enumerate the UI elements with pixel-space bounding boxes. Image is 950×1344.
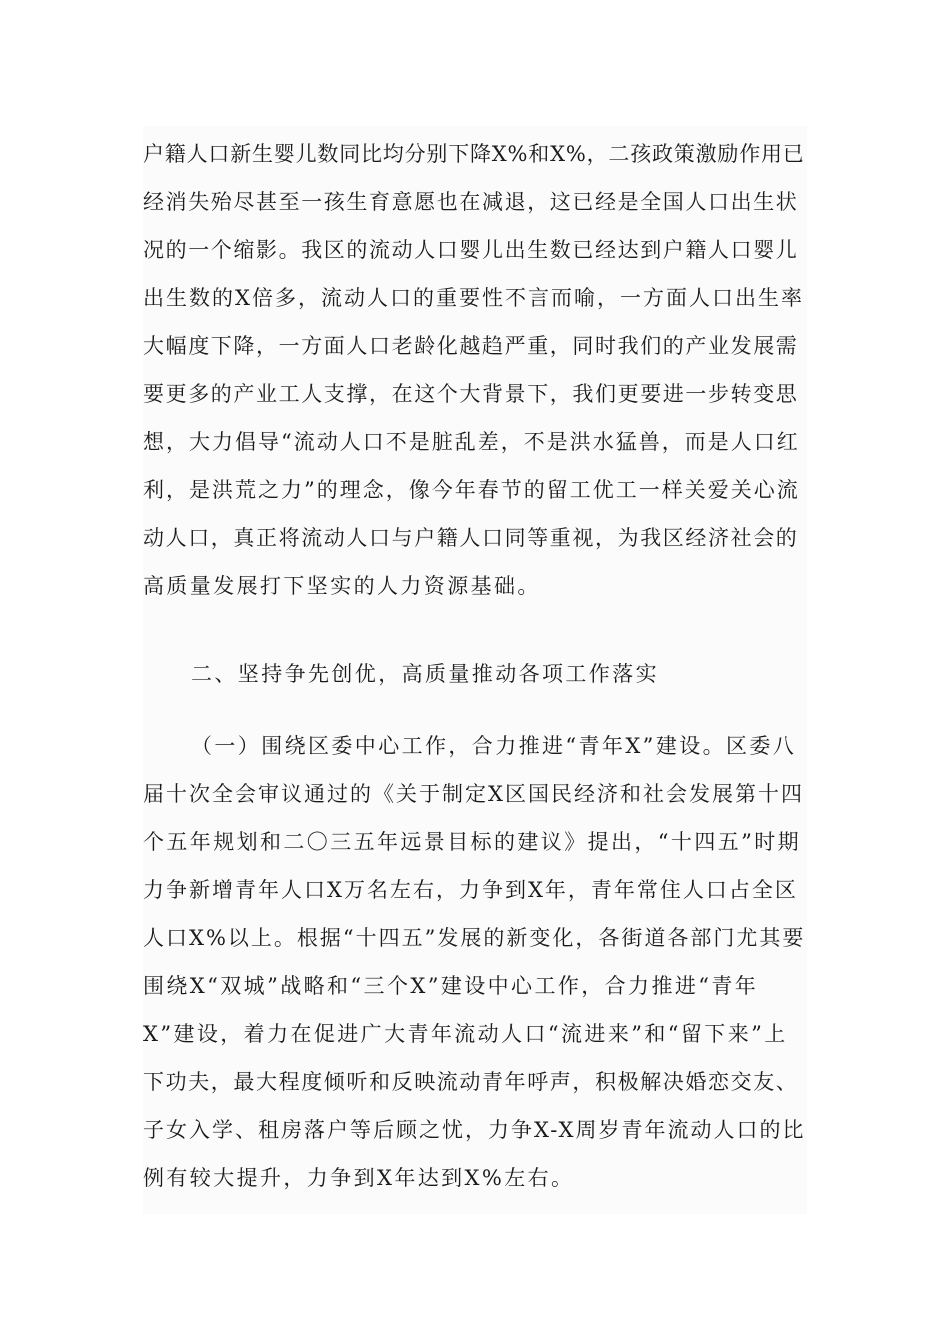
paragraph-1-line-6: 要更多的产业工人支撑，在这个大背景下，我们更要进一步转变思 [143, 382, 799, 406]
paragraph-1-line-1: 户籍人口新生婴儿数同比均分别下降X%和X%，二孩政策激励作用已 [143, 142, 805, 166]
paragraph-2-line-9: 子女入学、租房落户等后顾之忧，力争X-X周岁青年流动人口的比 [143, 1118, 806, 1142]
paragraph-1-line-7: 想，大力倡导“流动人口不是脏乱差，不是洪水猛兽，而是人口红 [143, 430, 800, 454]
paragraph-2-line-4: 力争新增青年人口X万名左右，力争到X年，青年常住人口占全区 [143, 878, 798, 902]
paragraph-2-line-6: 围绕X“双城”战略和“三个X”建设中心工作，合力推进“青年 [143, 974, 759, 998]
paragraph-2-line-3: 个五年规划和二〇三五年远景目标的建议》提出，“十四五”时期 [143, 830, 802, 854]
paragraph-1-line-8: 利，是洪荒之力”的理念，像今年春节的留工优工一样关爱关心流 [143, 478, 800, 502]
paragraph-1-line-2: 经消失殆尽甚至一孩生育意愿也在减退，这已经是全国人口出生状 [143, 190, 799, 214]
paragraph-1-line-3: 况的一个缩影。我区的流动人口婴儿出生数已经达到户籍人口婴儿 [143, 238, 799, 262]
section-heading: 二、坚持争先创优，高质量推动各项工作落实 [191, 662, 659, 686]
paragraph-1-line-5: 大幅度下降，一方面人口老龄化越趋严重，同时我们的产业发展需 [143, 334, 799, 358]
paragraph-2-line-1: （一）围绕区委中心工作，合力推进“青年X”建设。区委八 [191, 734, 797, 758]
paragraph-1-line-4: 出生数的X倍多，流动人口的重要性不言而喻，一方面人口出生率 [143, 286, 804, 310]
document-body [143, 126, 807, 1214]
paragraph-1-line-10: 高质量发展打下坚实的人力资源基础。 [143, 574, 541, 598]
paragraph-2-line-7: X”建设，着力在促进广大青年流动人口“流进来”和“留下来”上 [143, 1022, 788, 1046]
paragraph-2-line-10: 例有较大提升，力争到X年达到X%左右。 [143, 1166, 575, 1190]
paragraph-1-line-9: 动人口，真正将流动人口与户籍人口同等重视，为我区经济社会的 [143, 526, 799, 550]
paragraph-2-line-5: 人口X%以上。根据“十四五”发展的新变化，各街道各部门尤其要 [143, 926, 806, 950]
paragraph-2-line-2: 届十次全会审议通过的《关于制定X区国民经济和社会发展第十四 [143, 782, 804, 806]
paragraph-2-line-8: 下功夫，最大程度倾听和反映流动青年呼声，积极解决婚恋交友、 [143, 1070, 799, 1094]
